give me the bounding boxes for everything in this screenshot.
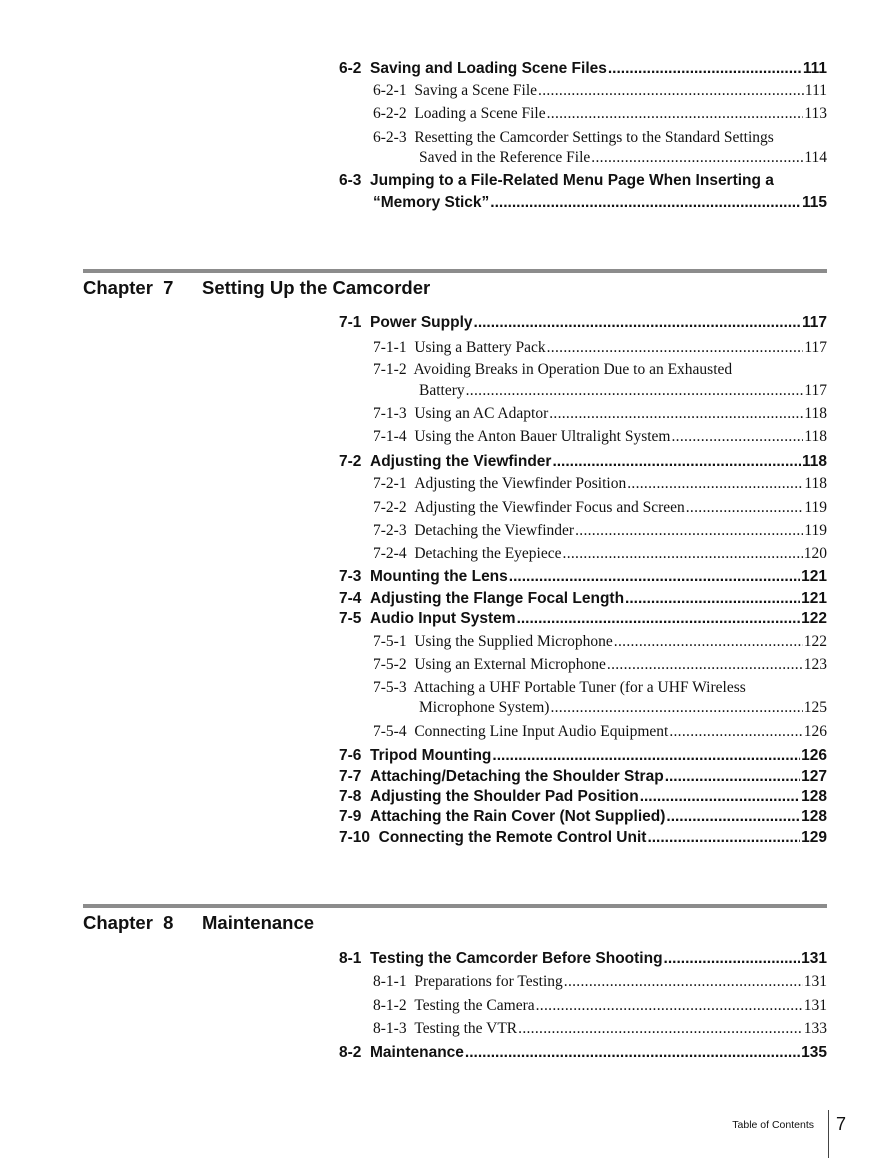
dot-leader [466, 380, 804, 402]
dot-leader [608, 58, 802, 79]
toc-entry-6-2: 6-2 Saving and Loading Scene Files ..... 111 [339, 58, 827, 79]
toc-entry-7-1-2: Battery ..... 117 [419, 380, 827, 402]
footer-label: Table of Contents [732, 1119, 814, 1131]
dot-leader [591, 147, 803, 169]
page-number: 7 [836, 1114, 847, 1134]
toc-entry-7-2-2: 7-2-2 Adjusting the Viewfinder Focus and Screen ..... 119 [373, 497, 827, 519]
toc-entry-7-5-4: 7-5-4 Connecting Line Input Audio Equipment ..... 126 [373, 721, 827, 743]
toc-entry-8-1-3: 8-1-3 Testing the VTR ..... 133 [373, 1018, 827, 1040]
toc-entry-7-5-1: 7-5-1 Using the Supplied Microphone ..... 122 [373, 631, 827, 653]
dot-leader [664, 948, 801, 969]
toc-entry-7-1-1: 7-1-1 Using a Battery Pack ..... 117 [373, 337, 827, 359]
dot-leader [490, 192, 801, 213]
dot-leader [547, 337, 804, 359]
toc-entry-7-9: 7-9 Attaching the Rain Cover (Not Supplied) ..... 128 [339, 806, 827, 827]
chapter-divider [83, 904, 827, 908]
dot-leader [665, 766, 800, 787]
dot-leader [536, 995, 803, 1017]
dot-leader [550, 697, 802, 719]
dot-leader [564, 971, 803, 993]
dot-leader [492, 745, 800, 766]
dot-leader [474, 312, 801, 333]
dot-leader [669, 721, 802, 743]
chapter-7-label: Chapter 7 [83, 277, 174, 298]
toc-entry-7-5: 7-5 Audio Input System ..... 122 [339, 608, 827, 629]
toc-entry-7-6: 7-6 Tripod Mounting ..... 126 [339, 745, 827, 766]
toc-entry-7-1-4: 7-1-4 Using the Anton Bauer Ultralight System ..... 118 [373, 426, 827, 448]
chapter-8-label: Chapter 8 [83, 912, 174, 933]
dot-leader [509, 566, 800, 587]
toc-entry-7-10: 7-10 Connecting the Remote Control Unit ..... 129 [339, 827, 827, 848]
toc-entry-8-2: 8-2 Maintenance ..... 135 [339, 1042, 827, 1063]
dot-leader [686, 497, 804, 519]
dot-leader [607, 654, 803, 676]
toc-entry-8-1-2: 8-1-2 Testing the Camera ..... 131 [373, 995, 827, 1017]
dot-leader [517, 608, 801, 629]
toc-entry-8-1-1: 8-1-1 Preparations for Testing ..... 131 [373, 971, 827, 993]
toc-entry-7-7: 7-7 Attaching/Detaching the Shoulder Strap ..... 127 [339, 766, 827, 787]
dot-leader [549, 403, 803, 425]
toc-entry-7-2-3: 7-2-3 Detaching the Viewfinder ..... 119 [373, 520, 827, 542]
toc-entry-7-1-2-first-line: 7-1-2 Avoiding Breaks in Operation Due to an Exhausted [373, 361, 733, 378]
dot-leader [563, 543, 803, 565]
dot-leader [627, 473, 803, 495]
toc-entry-6-3-first-line: 6-3 Jumping to a File-Related Menu Page When Inserting a [339, 172, 774, 189]
dot-leader [518, 1018, 803, 1040]
dot-leader [465, 1042, 800, 1063]
toc-entry-7-1-3: 7-1-3 Using an AC Adaptor ..... 118 [373, 403, 827, 425]
toc-entry-6-2-3: Saved in the Reference File ..... 114 [419, 147, 827, 169]
toc-entry-6-3: “Memory Stick” ..... 115 [373, 192, 827, 213]
dot-leader [538, 80, 804, 102]
dot-leader [672, 426, 804, 448]
dot-leader [625, 588, 800, 609]
toc-entry-6-2-3-first-line: 6-2-3 Resetting the Camcorder Settings to the Standard Settings [373, 129, 774, 146]
toc-entry-6-2-2: 6-2-2 Loading a Scene File ..... 113 [373, 103, 827, 125]
toc-entry-7-1: 7-1 Power Supply ..... 117 [339, 312, 827, 333]
chapter-7-title: Setting Up the Camcorder [202, 277, 431, 298]
toc-entry-6-2-1: 6-2-1 Saving a Scene File ..... 111 [373, 80, 827, 102]
dot-leader [666, 806, 800, 827]
toc-entry-7-2: 7-2 Adjusting the Viewfinder ..... 118 [339, 451, 827, 472]
toc-entry-7-5-3-first-line: 7-5-3 Attaching a UHF Portable Tuner (for a UHF Wireless [373, 679, 746, 696]
chapter-8-title: Maintenance [202, 912, 315, 933]
dot-leader [575, 520, 803, 542]
chapter-divider [83, 269, 827, 273]
dot-leader [552, 451, 801, 472]
toc-entry-7-2-1: 7-2-1 Adjusting the Viewfinder Position ..... 118 [373, 473, 827, 495]
toc-entry-7-5-3: Microphone System) ..... 125 [419, 697, 827, 719]
toc-entry-7-4: 7-4 Adjusting the Flange Focal Length ..... 121 [339, 588, 827, 609]
toc-entry-7-5-2: 7-5-2 Using an External Microphone ..... 123 [373, 654, 827, 676]
footer-divider [828, 1110, 829, 1158]
toc-entry-7-2-4: 7-2-4 Detaching the Eyepiece ..... 120 [373, 543, 827, 565]
dot-leader [647, 827, 800, 848]
dot-leader [614, 631, 803, 653]
dot-leader [640, 786, 800, 807]
toc-entry-7-3: 7-3 Mounting the Lens ..... 121 [339, 566, 827, 587]
toc-entry-8-1: 8-1 Testing the Camcorder Before Shooting ..... 131 [339, 948, 827, 969]
toc-entry-7-8: 7-8 Adjusting the Shoulder Pad Position ..... 128 [339, 786, 827, 807]
dot-leader [547, 103, 804, 125]
